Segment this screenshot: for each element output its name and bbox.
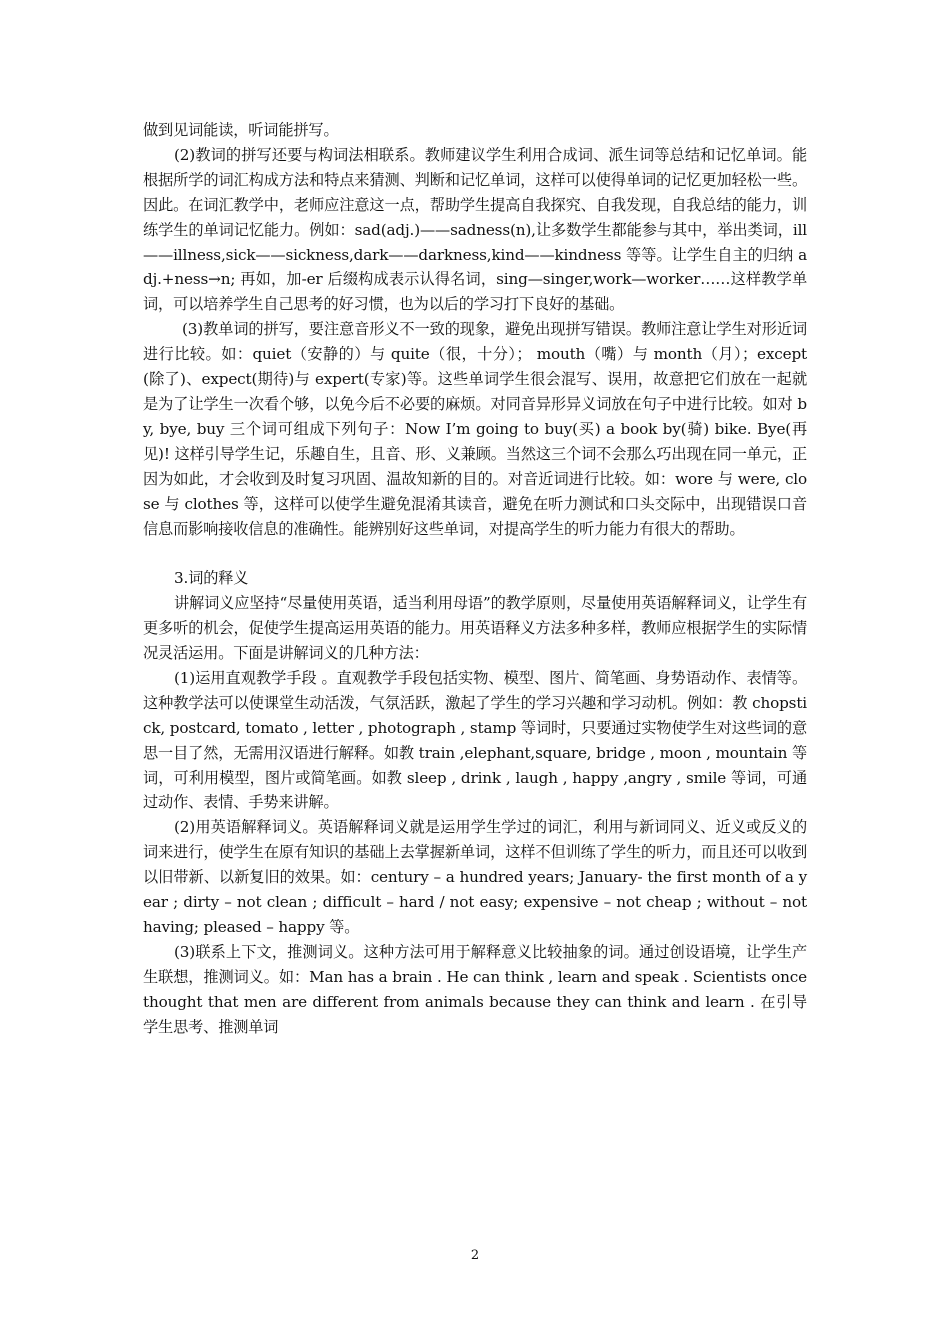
paragraph-english-explanation: (2)用英语解释词义。英语解释词义就是运用学生学过的词汇，利用与新词同义、近义或反义的词来进行，使学生在原有知识的基础上去掌握新单词，这样不但训练了学生的听力，而且还可以收到以旧带新、以新复旧的效果。如：century – a hundred years; January- the first month of a year ; dirty – not clean ; difficult – hard / not easy; expensive – not cheap ; without – not having; pleased – happy 等。: [143, 818, 807, 936]
section-heading-word-meaning: 3.词的释义: [174, 569, 249, 588]
paragraph-visual-teaching: (1)运用直观教学手段 。直观教学手段包括实物、模型、图片、简笔画、身势语动作、表情等。这种教学法可以使课堂生动活泼，气氛活跃，激起了学生的学习兴趣和学习动机。例如：教 chopstick, postcard, tomato , letter , photograph , stamp 等词时，只要通过实物使学生对这些词的意思一目了然，无需用汉语进行解释。如教 train ,elephant,square, bridge , moon , mountain 等词，可利用模型，图片或简笔画。如教 sleep , drink , laugh , happy ,angry , smile 等词，可通过动作、表情、手势来讲解。: [143, 668, 807, 812]
paragraph-spelling-homophones: (3)教单词的拼写，要注意音形义不一致的现象，避免出现拼写错误。教师注意让学生对形近词进行比较。如：quiet（安静的）与 quite（很，十分）； mouth（嘴）与 month（月）；except(除了)、expect(期待)与 expert(专家)等。这些单词学生很会混写、误用，故意把它们放在一起就是为了让学生一次看个够，以免今后不必要的麻烦。对同音异形异义词放在句子中进行比较。如对 by, bye, buy 三个词可组成下列句子：Now I’m going to buy(买) a book by(骑) bike. Bye(再见)! 这样引导学生记，乐趣自生，且音、形、义兼顾。当然这三个词不会那么巧出现在同一单元，正因为如此，才会收到及时复习巩固、温故知新的目的。对音近词进行比较。如：wore 与 were, close 与 clothes 等，这样可以使学生避免混淆其读音，避免在听力测试和口头交际中，出现错误口音信息而影响接收信息的准确性。能辨别好这些单词，对提高学生的听力能力有很大的帮助。: [143, 320, 807, 538]
paragraph-spelling-word-formation: (2)教词的拼写还要与构词法相联系。教师建议学生利用合成词、派生词等总结和记忆单词。能根据所学的词汇构成方法和特点来猜测、判断和记忆单词，这样可以使得单词的记忆更加轻松一些。因此。在词汇教学中，老师应注意这一点，帮助学生提高自我探究、自我发现，自我总结的能力，训练学生的单词记忆能力。例如：sad(adj.)——sadness(n),让多数学生都能参与其中，举出类词，ill——illness,sick——sickness,dark——darkness,kind——kindness 等等。让学生自主的归纳 adj.+ness→n; 再如，加-er 后缀构成表示认得名词，sing—singer,work—worker……这样教学单词，可以培养学生自己思考的好习惯，也为以后的学习打下良好的基础。: [143, 145, 807, 314]
document-body: [143, 118, 807, 1040]
paragraph-continuation: 做到见词能读，听词能拼写。: [143, 121, 339, 139]
page-number: 2: [470, 1248, 480, 1263]
paragraph-context-inference: (3)联系上下文，推测词义。这种方法可用于解释意义比较抽象的词。通过创设语境，让学生产生联想，推测词义。如：Man has a brain . He can think , learn and speak . Scientists once thought that men are different from animals because they can think and learn . 在引导学生思考、推测单词: [143, 942, 807, 1036]
paragraph-spacer: [143, 541, 807, 566]
paragraph-meaning-principle: 讲解词义应坚持“尽量使用英语，适当利用母语”的教学原则，尽量使用英语解释词义，让学生有更多听的机会，促使学生提高运用英语的能力。用英语释义方法多种多样，教师应根据学生的实际情况灵活运用。下面是讲解词义的几种方法：: [143, 594, 807, 663]
